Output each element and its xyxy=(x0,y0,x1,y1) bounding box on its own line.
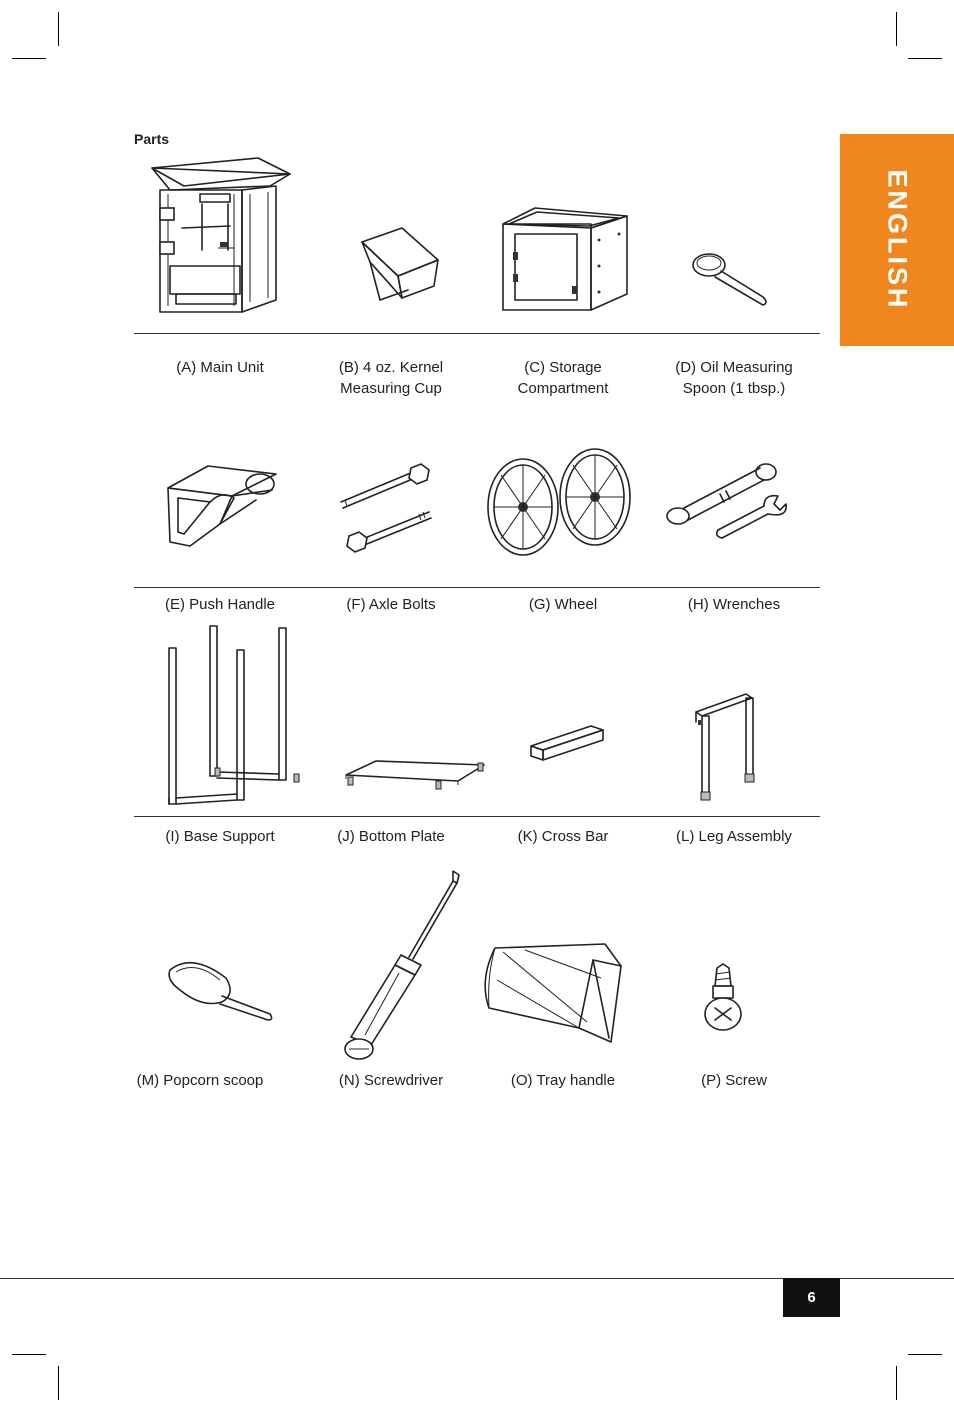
axle-bolts-icon xyxy=(335,460,445,555)
part-g-label: (G) Wheel xyxy=(528,596,598,613)
main-unit-icon xyxy=(140,150,300,325)
part-k-illustration xyxy=(525,720,610,770)
wheel-icon xyxy=(485,445,635,560)
part-e-illustration xyxy=(160,460,285,550)
storage-compartment-icon xyxy=(495,200,635,315)
part-d-label: (D) Oil Measuring Spoon (1 tbsp.) xyxy=(675,359,793,397)
screwdriver-icon xyxy=(335,865,470,1065)
part-f-illustration xyxy=(335,460,445,555)
part-i-label: (I) Base Support xyxy=(165,828,275,845)
bottom-plate-icon xyxy=(340,755,490,795)
crop-mark xyxy=(908,58,942,59)
leg-assembly-icon xyxy=(690,688,780,806)
part-a-label: (A) Main Unit xyxy=(176,359,264,376)
language-tab-label: ENGLISH xyxy=(882,169,913,311)
base-support-icon xyxy=(155,620,305,812)
language-tab xyxy=(840,134,954,346)
part-i-illustration xyxy=(155,620,305,812)
crop-mark xyxy=(58,1366,59,1400)
oil-spoon-icon xyxy=(685,245,775,310)
part-d-illustration xyxy=(685,245,775,310)
crop-mark xyxy=(12,1354,46,1355)
row-divider xyxy=(134,587,820,588)
part-o-label: (O) Tray handle xyxy=(510,1072,616,1089)
part-c-label: (C) Storage Compartment xyxy=(517,359,609,397)
row-divider xyxy=(134,333,820,334)
part-p-illustration xyxy=(695,960,755,1035)
page-number: 6 xyxy=(783,1278,840,1317)
part-j-illustration xyxy=(340,755,490,795)
part-l-illustration xyxy=(690,688,780,806)
tray-handle-icon xyxy=(475,940,625,1050)
part-j-label: (J) Bottom Plate xyxy=(337,828,445,845)
part-m-illustration xyxy=(162,950,277,1025)
part-h-illustration xyxy=(660,458,790,543)
part-n-illustration xyxy=(335,865,470,1065)
part-h-label: (H) Wrenches xyxy=(687,596,781,613)
popcorn-scoop-icon xyxy=(162,950,277,1025)
cross-bar-icon xyxy=(525,720,610,770)
part-l-label: (L) Leg Assembly xyxy=(676,828,792,845)
crop-mark xyxy=(12,58,46,59)
crop-mark xyxy=(896,1366,897,1400)
part-k-label: (K) Cross Bar xyxy=(517,828,609,845)
part-n-label: (N) Screwdriver xyxy=(338,1072,444,1089)
section-title: Parts xyxy=(134,131,170,147)
crop-mark xyxy=(896,12,897,46)
kernel-cup-icon xyxy=(350,220,450,305)
part-m-label: (M) Popcorn scoop xyxy=(136,1072,264,1089)
part-e-label: (E) Push Handle xyxy=(164,596,276,613)
part-a-illustration xyxy=(140,150,300,325)
part-o-illustration xyxy=(475,940,625,1050)
part-g-illustration xyxy=(485,445,635,560)
part-b-label: (B) 4 oz. Kernel Measuring Cup xyxy=(338,359,444,397)
push-handle-icon xyxy=(160,460,285,550)
part-c-illustration xyxy=(495,200,635,315)
wrenches-icon xyxy=(660,458,790,543)
part-f-label: (F) Axle Bolts xyxy=(346,596,436,613)
crop-mark xyxy=(58,12,59,46)
part-b-illustration xyxy=(350,220,450,305)
crop-mark xyxy=(908,1354,942,1355)
screw-icon xyxy=(695,960,755,1035)
part-p-label: (P) Screw xyxy=(701,1072,767,1089)
row-divider xyxy=(134,816,820,817)
